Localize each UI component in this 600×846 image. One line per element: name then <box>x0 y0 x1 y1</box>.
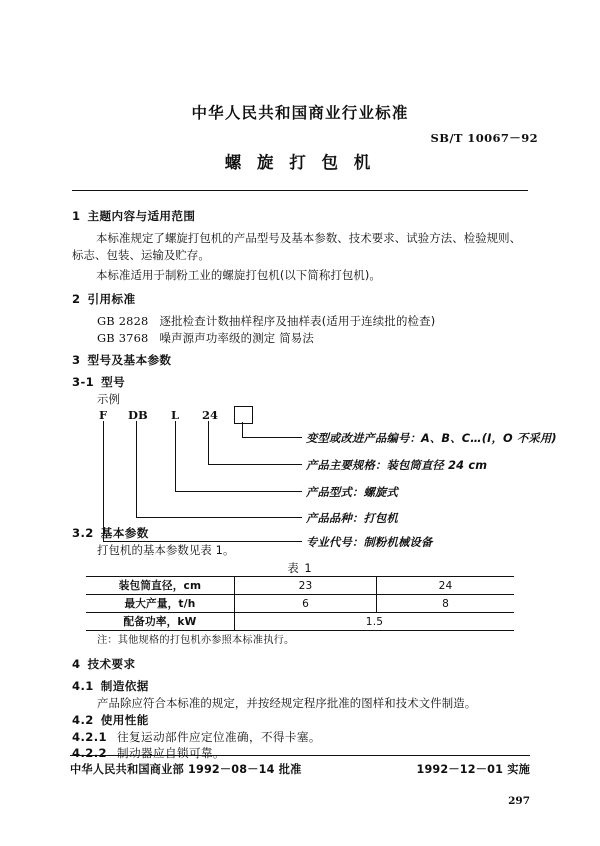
table-row <box>86 613 514 631</box>
reference-title: 逐批检查计数抽样程序及抽样表(适用于连续批的检查) <box>159 314 436 328</box>
table-caption: 表 1 <box>287 561 313 575</box>
model-example-label: 示例 <box>97 392 120 406</box>
table-row <box>86 577 514 595</box>
section-4-2-1-number: 4.2.1 <box>72 730 108 744</box>
model-code-f: F <box>99 408 108 422</box>
leader-line-discipline-vertical <box>103 421 104 541</box>
reference-code: GB 2828 <box>97 314 149 328</box>
model-code-l: L <box>171 408 180 422</box>
leader-line-variety-vertical <box>136 421 137 517</box>
table-cell-value: 6 <box>235 595 377 613</box>
section-3-2-number: 3.2 <box>72 526 94 540</box>
page-number: 297 <box>508 795 530 807</box>
document-title: 螺 旋 打 包 机 <box>224 153 376 172</box>
model-code-db: DB <box>128 408 148 422</box>
table-cell-value: 23 <box>235 577 377 595</box>
table-cell-value: 8 <box>377 595 514 613</box>
section-4-1-text: 产品除应符合本标准的规定，并按经规定程序批准的图样和技术文件制造。 <box>97 696 477 710</box>
section-4-2-title: 使用性能 <box>100 713 149 727</box>
model-variant-box <box>234 406 253 424</box>
section-1-paragraph-2: 本标准适用于制粉工业的螺旋打包机(以下简称打包机)。 <box>96 268 381 282</box>
section-3-number: 3 <box>72 353 81 367</box>
table-row-label: 配备功率，kW <box>86 613 235 631</box>
table-cell-value-merged: 1.5 <box>235 613 515 631</box>
reference-standard-item <box>97 330 314 346</box>
section-4-1-title: 制造依据 <box>100 679 149 693</box>
section-2-number: 2 <box>72 292 81 306</box>
table-lead-in-text: 打包机的基本参数见表 1。 <box>97 543 235 557</box>
diagram-label-type: 产品型式：螺旋式 <box>306 486 398 499</box>
section-3-2-heading <box>72 525 149 541</box>
leader-line-variant-horizontal <box>242 437 302 438</box>
leader-line-size-vertical <box>208 421 209 464</box>
section-3-1-title: 型号 <box>101 375 126 389</box>
diagram-label-variety: 产品品种：打包机 <box>306 512 398 525</box>
header-divider <box>72 190 528 191</box>
section-4-2-1-item <box>72 729 321 745</box>
leader-line-variant-vertical <box>242 422 243 437</box>
footer-divider <box>70 755 530 756</box>
leader-line-size-horizontal <box>208 464 302 465</box>
section-2-title: 引用标准 <box>87 292 136 306</box>
table-cell-value: 24 <box>377 577 514 595</box>
diagram-label-discipline: 专业代号：制粉机械设备 <box>306 536 433 549</box>
footer-effective-date: 1992－12－01 实施 <box>416 763 530 776</box>
section-4-1-number: 4.1 <box>72 679 94 693</box>
section-3-1-number: 3-1 <box>72 375 95 389</box>
section-4-2-heading <box>72 712 149 728</box>
table-row <box>86 595 514 613</box>
section-1-title: 主题内容与适用范围 <box>87 209 196 223</box>
leader-line-variety-horizontal <box>136 517 302 518</box>
basic-parameters-table <box>86 576 514 631</box>
issuer-title: 中华人民共和国商业行业标准 <box>191 104 409 122</box>
table-row-label: 装包筒直径，cm <box>86 577 235 595</box>
section-4-2-2-number: 4.2.2 <box>72 746 108 760</box>
diagram-label-size: 产品主要规格：装包筒直径 24 cm <box>306 459 488 472</box>
section-1-heading <box>72 208 195 224</box>
leader-line-type-horizontal <box>175 491 302 492</box>
section-4-number: 4 <box>72 657 81 671</box>
footer-approval-text: 中华人民共和国商业部 1992－08－14 批准 <box>70 763 302 776</box>
section-3-heading <box>72 352 171 368</box>
section-4-2-2-text: 制动器应自锁可靠。 <box>117 746 225 760</box>
model-code-24: 24 <box>202 408 219 422</box>
reference-title: 噪声源声功率级的测定 简易法 <box>159 331 314 345</box>
section-3-title: 型号及基本参数 <box>87 353 172 367</box>
diagram-label-variant: 变型或改进产品编号：A、B、C…(I，O 不采用) <box>306 432 557 445</box>
section-4-2-1-text: 往复运动部件应定位准确，不得卡塞。 <box>117 730 321 744</box>
leader-line-type-vertical <box>175 421 176 491</box>
section-4-2-2-item <box>72 745 225 761</box>
standard-number: SB/T 10067－92 <box>430 131 538 145</box>
section-4-1-heading <box>72 678 149 694</box>
table-note: 注：其他规格的打包机亦参照本标准执行。 <box>97 635 295 646</box>
section-4-heading <box>72 656 135 672</box>
section-1-paragraph-1: 本标准规定了螺旋打包机的产品型号及基本参数、技术要求、试验方法、检验规则、标志、包装、运输及贮存。 <box>72 231 522 262</box>
section-1-number: 1 <box>72 209 81 223</box>
section-4-title: 技术要求 <box>87 657 136 671</box>
section-3-1-heading <box>72 374 125 390</box>
section-4-2-number: 4.2 <box>72 713 94 727</box>
reference-standard-item <box>97 313 435 329</box>
table-row-label: 最大产量，t/h <box>86 595 235 613</box>
section-3-2-title: 基本参数 <box>100 526 149 540</box>
section-2-heading <box>72 291 135 307</box>
reference-code: GB 3768 <box>97 331 149 345</box>
